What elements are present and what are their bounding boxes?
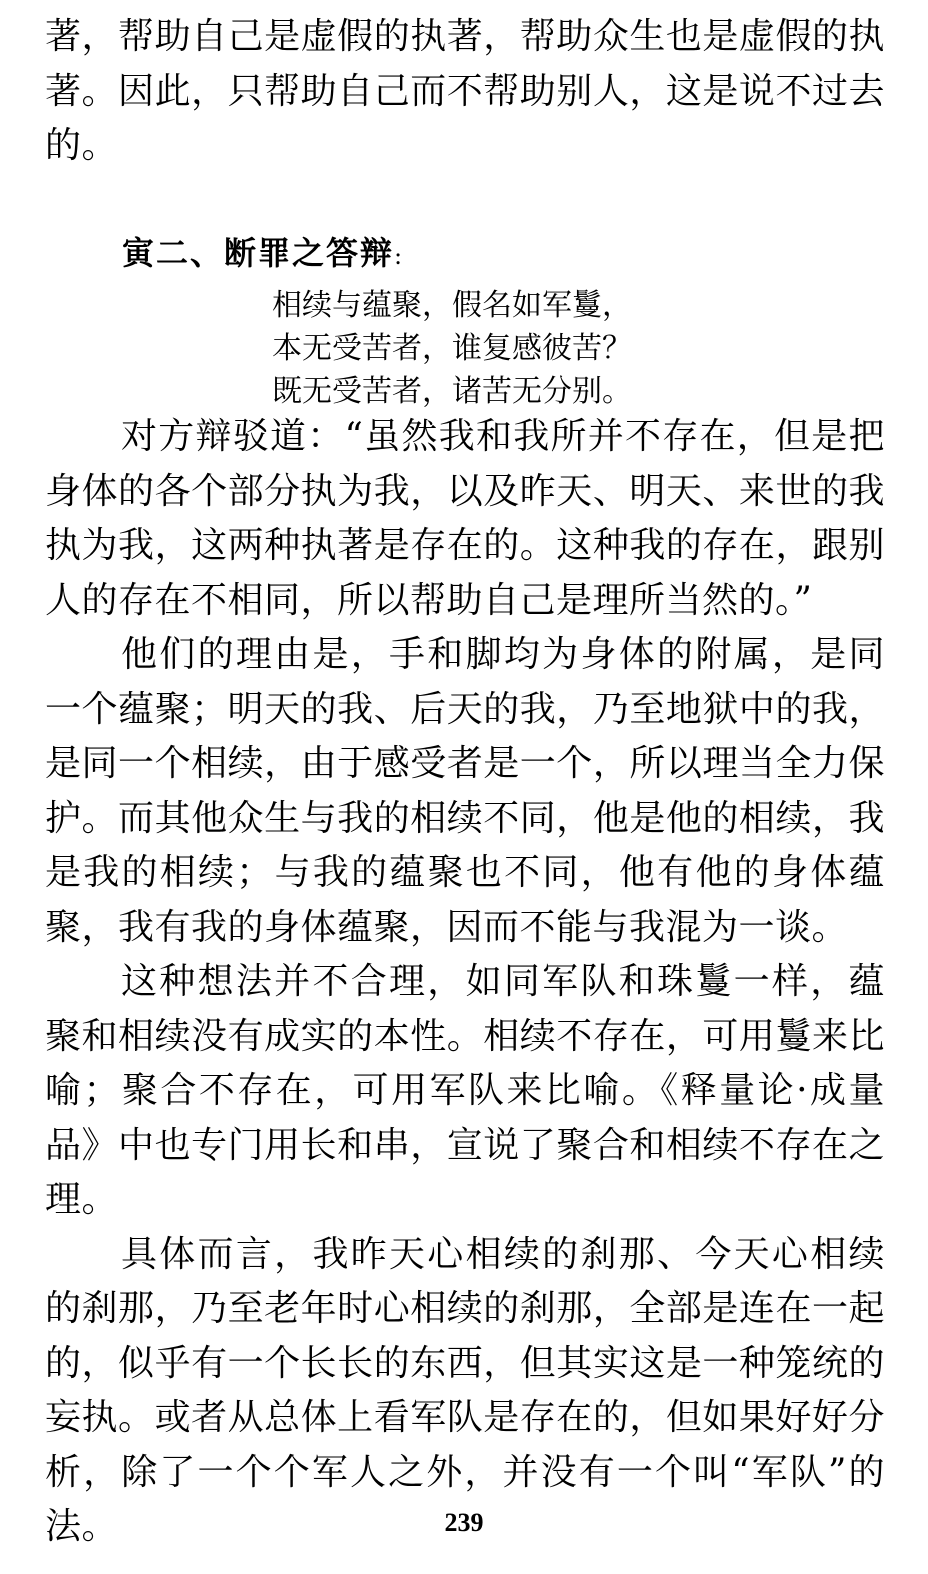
paragraph: 对方辩驳道：“虽然我和我所并不存在，但是把身体的各个部分执为我，以及昨天、明天、来世的我执为我，这两种执著是存在的。这种我的存在，跟别人的存在不相同，所以帮助自己是理所当然的。” [45,416,885,621]
section-heading-title: 寅二、断罪之答辩 [122,234,395,272]
page-body [45,10,885,174]
commentary [45,410,885,1555]
verse-block [272,284,632,413]
page-number: 239 [444,1508,484,1537]
verse-line: 相续与蕴聚，假名如军鬘， [272,288,632,323]
paragraph: 具体而言，我昨天心相续的刹那、今天心相续的刹那，乃至老年时心相续的刹那，全部是连在一起的，似乎有一个长长的东西，但其实这是一种笼统的妄执。或者从总体上看军队是存在的，但如果好好分析，除了一个个军人之外，并没有一个叫“军队”的法。 [45,1233,885,1547]
verse-line: 本无受苦者，谁复感彼苦？ [272,331,632,366]
section-heading-colon: : [394,242,405,270]
paragraph: 这种想法并不合理，如同军队和珠鬘一样，蕴聚和相续没有成实的本性。相续不存在，可用鬘来比喻；聚合不存在，可用军队来比喻。《释量论·成量品》中也专门用长和串，宣说了聚合和相续不存在之理。 [45,961,885,1220]
verse-line: 既无受苦者，诸苦无分别。 [272,374,632,409]
top-paragraph: 著，帮助自己是虚假的执著，帮助众生也是虚假的执著。因此，只帮助自己而不帮助别人，这是说不过去的。 [45,16,885,166]
paragraph: 他们的理由是，手和脚均为身体的附属，是同一个蕴聚；明天的我、后天的我，乃至地狱中的我，是同一个相续，由于感受者是一个，所以理当全力保护。而其他众生与我的相续不同，他是他的相续，我是我的相续；与我的蕴聚也不同，他有他的身体蕴聚，我有我的身体蕴聚，因而不能与我混为一谈。 [45,634,885,948]
section-heading [122,228,404,274]
